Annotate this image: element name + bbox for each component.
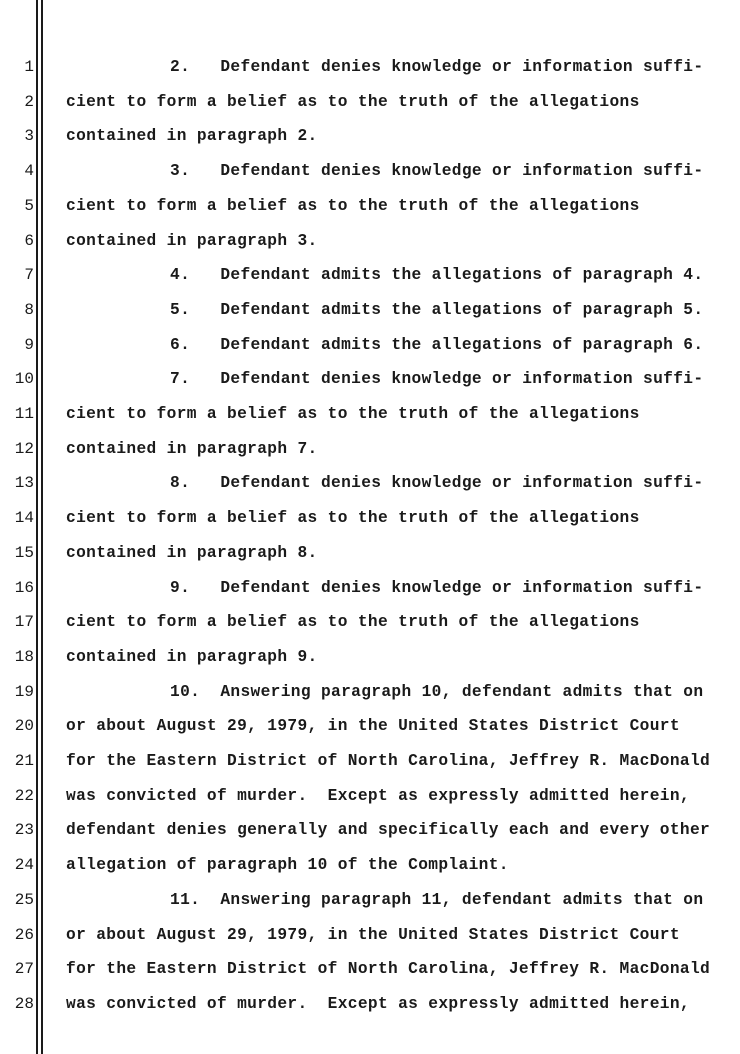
line-number: 18 [14,647,34,666]
paragraph-first-line: 5. Defendant admits the allegations of paragraph 5. [170,300,704,319]
text-line: cient to form a belief as to the truth of the allegations [66,92,640,111]
line-number: 12 [14,439,34,458]
text-line: cient to form a belief as to the truth of the allegations [66,613,640,632]
text-line: contained in paragraph 7. [66,439,318,458]
left-margin-rule [36,0,38,1054]
line-number: 1 [24,58,34,76]
text-line: cient to form a belief as to the truth of the allegations [66,405,640,423]
line-number: 11 [14,405,34,423]
text-line: defendant denies generally and specifically each and every other [66,821,711,840]
text-line: cient to form a belief as to the truth of the allegations [66,196,640,215]
line-number: 25 [14,890,34,909]
text-line: for the Eastern District of North Carolina, Jeffrey R. MacDonald [66,960,711,979]
paragraph-first-line: 2. Defendant denies knowledge or information suffi- [170,58,704,76]
line-number: 7 [24,266,34,285]
line-number: 6 [24,231,34,250]
line-number: 8 [24,300,34,319]
line-number: 5 [24,196,34,215]
line-number: 27 [14,960,34,979]
line-number: 13 [14,474,34,493]
line-number: 4 [24,162,34,181]
text-line: contained in paragraph 3. [66,231,318,250]
text-line: allegation of paragraph 10 of the Complaint. [66,856,509,875]
paragraph-first-line: 4. Defendant admits the allegations of paragraph 4. [170,266,704,285]
line-number: 10 [14,370,34,389]
text-line: or about August 29, 1979, in the United States District Court [66,925,680,944]
paragraph-first-line: 3. Defendant denies knowledge or information suffi- [170,162,704,181]
paragraph-first-line: 11. Answering paragraph 11, defendant admits that on [170,890,704,909]
line-number: 3 [24,127,34,146]
line-number: 2 [24,92,34,111]
text-line: for the Eastern District of North Carolina, Jeffrey R. MacDonald [66,752,711,770]
line-number: 20 [14,717,34,736]
line-number: 19 [14,682,34,701]
paragraph-first-line: 10. Answering paragraph 10, defendant admits that on [170,682,704,701]
line-number: 16 [14,578,34,597]
line-number: 15 [14,543,34,562]
line-number: 24 [14,856,34,875]
text-line: was convicted of murder. Except as expressly admitted herein, [66,786,690,805]
text-line: cient to form a belief as to the truth of the allegations [66,509,640,528]
paragraph-first-line: 8. Defendant denies knowledge or information suffi- [170,474,704,493]
line-number: 14 [14,509,34,528]
text-line: or about August 29, 1979, in the United States District Court [66,717,680,736]
line-number: 21 [14,752,34,770]
line-number: 17 [14,613,34,632]
text-line: contained in paragraph 2. [66,127,318,146]
paragraph-first-line: 7. Defendant denies knowledge or information suffi- [170,370,704,389]
line-number: 22 [14,786,34,805]
line-number: 26 [14,925,34,944]
line-number: 28 [14,994,34,1013]
paragraph-first-line: 9. Defendant denies knowledge or information suffi- [170,578,704,597]
text-line: contained in paragraph 8. [66,543,318,562]
text-line: was convicted of murder. Except as expressly admitted herein, [66,994,690,1013]
line-number: 9 [24,335,34,354]
line-number: 23 [14,821,34,840]
paragraph-first-line: 6. Defendant admits the allegations of paragraph 6. [170,335,704,354]
left-margin-rule-inner [41,0,43,1054]
text-line: contained in paragraph 9. [66,647,318,666]
